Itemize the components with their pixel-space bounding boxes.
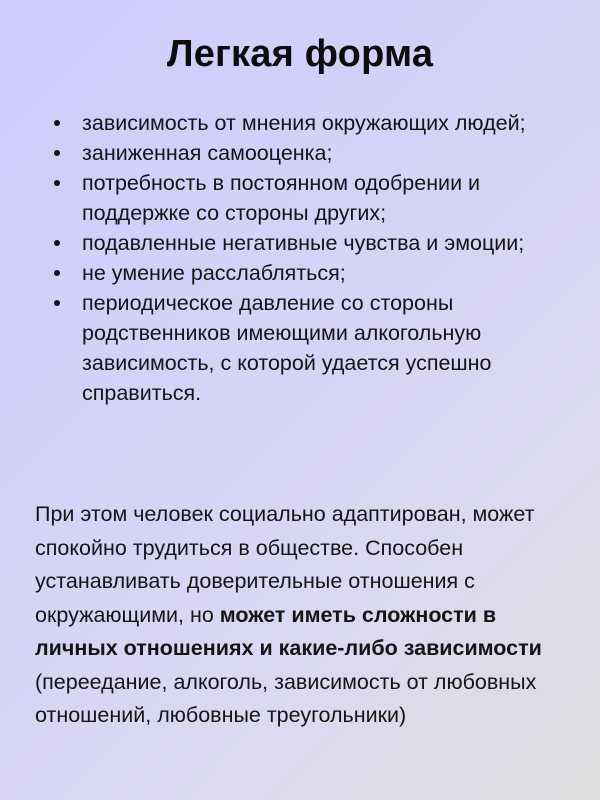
- bullet-dot-icon: [54, 180, 60, 186]
- paragraph-tail-text: (переедание, алкоголь, зависимость от любовных отношений, любовные треугольники): [35, 669, 537, 727]
- list-item-text: заниженная самооценка;: [82, 141, 333, 165]
- bullet-dot-icon: [54, 150, 60, 156]
- list-item-text: периодическое давление со стороны родственников имеющими алкогольную зависимость, с которой удается успешно справиться.: [82, 291, 492, 405]
- list-item: [44, 168, 556, 228]
- symptom-bullet-list: [44, 108, 556, 408]
- bullet-dot-icon: [54, 270, 60, 276]
- list-item: [44, 228, 556, 258]
- paragraph-emphasis-text: может иметь сложности в личных отношениях и какие-либо зависимости: [35, 602, 542, 660]
- summary-paragraph: [35, 498, 563, 733]
- list-item: [44, 138, 556, 168]
- list-item-text: зависимость от мнения окружающих людей;: [82, 111, 526, 135]
- bullet-dot-icon: [54, 300, 60, 306]
- page-title: Легкая форма: [166, 33, 434, 75]
- bullet-dot-icon: [54, 120, 60, 126]
- bullet-dot-icon: [54, 240, 60, 246]
- paragraph-lead-text: При этом человек социально адаптирован, может спокойно трудиться в обществе. Способен устанавливать доверительные отношения с окружающими, но: [35, 502, 535, 627]
- list-item: [44, 258, 556, 288]
- list-item-text: потребность в постоянном одобрении и поддержке со стороны других;: [82, 171, 481, 225]
- list-item: [44, 108, 556, 138]
- list-item-text: не умение расслабляться;: [82, 261, 346, 285]
- list-item: [44, 288, 556, 408]
- list-item-text: подавленные негативные чувства и эмоции;: [82, 231, 525, 255]
